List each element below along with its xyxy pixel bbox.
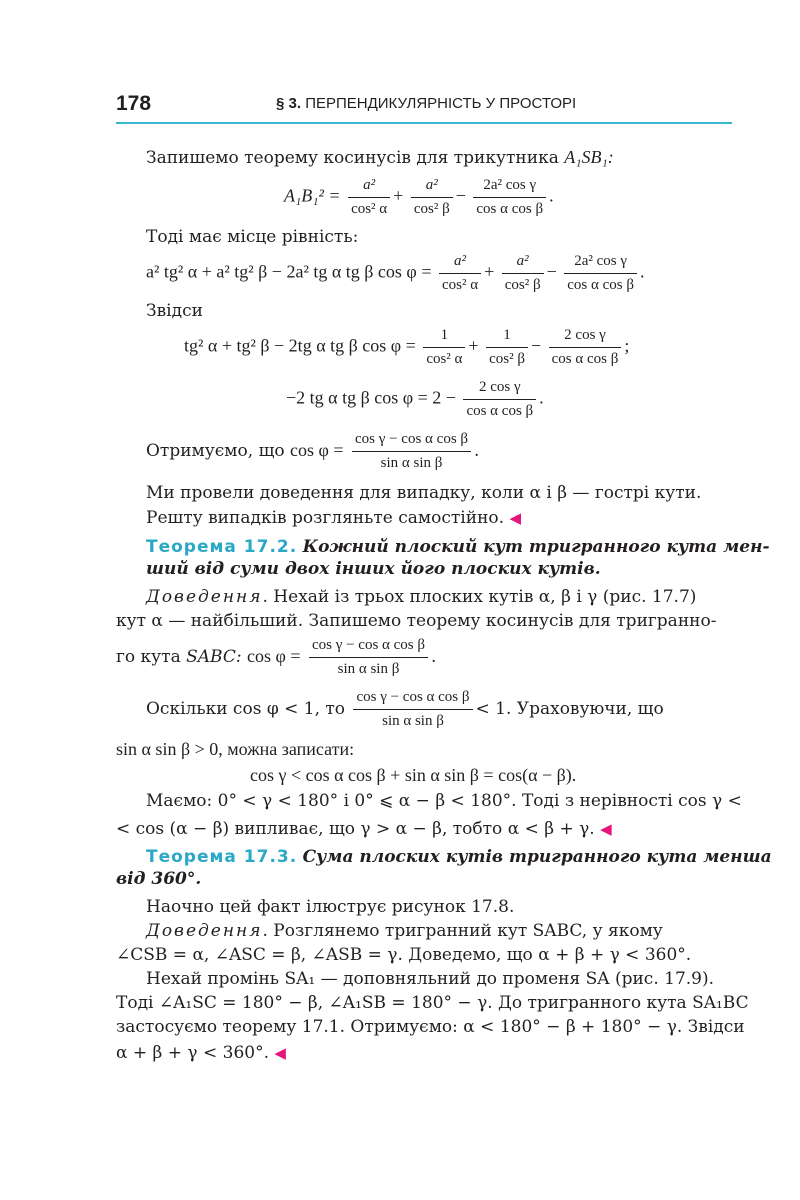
paragraph-acute-case-1: Ми провели доведення для випадку, коли α і β — гострі кути.: [146, 483, 702, 503]
theorem-17-3-line-2: від 360°.: [116, 869, 202, 889]
proof-2-equation: cos γ < cos α cos β + sin α sin β = cos(α − β).: [250, 765, 577, 785]
proof-3-line-5: застосуємо теорему 17.1. Отримуємо: α < 180° − β + 180° − γ. Звідси: [116, 1017, 745, 1037]
equation-3: tg² α + tg² β − 2tg α tg β cos φ = $\frac{1}{\text{cos² α}}$ + $\frac{1}{\text{cos² β}}$ − $\frac{\text{2 cos γ}}{\text{cos α cos β}}$ ;: [184, 327, 630, 367]
eq2-frac-1: $\frac{\text{a²}}{\text{cos² α}}$: [439, 252, 481, 295]
eq1-frac-1: $\frac{\text{a²}}{\text{cos² α}}$: [348, 176, 390, 219]
text: . Нехай із трьох плоских кутів α, β і γ (рис. 17.7): [262, 587, 697, 607]
section-mark: § 3.: [276, 95, 302, 112]
equation-2: a² tg² α + a² tg² β − 2a² tg α tg β cos φ = $\frac{\text{a²}}{\text{cos² α}}$ + $\frac{\text{a²}}{\text{cos² β}}$ − $\frac{\text{2a² cos γ}}{\text{cos α cos β}}$ .: [146, 253, 645, 293]
eq3-frac-3: $\frac{\text{2 cos γ}}{\text{cos α cos β}}$: [549, 326, 622, 369]
eq-lhs: cos φ =: [290, 440, 344, 460]
equation-1: A₁B₁² = $\frac{\text{a²}}{\text{cos² α}}$ + $\frac{\text{a²}}{\text{cos² β}}$ − $\frac{\text{2a² cos γ}}{\text{cos α cos β}}$ .: [284, 177, 554, 217]
text: < 1. Ураховуючи, що: [475, 699, 664, 719]
page-header: [116, 92, 732, 124]
proof-2-line-6: Маємо: 0° < γ < 180° і 0° ⩽ α − β < 180°. Тоді з нерівності cos γ <: [146, 791, 742, 811]
text: Отримуємо, що: [146, 441, 285, 461]
text: < cos (α − β) випливає, що γ > α − β, тобто α < β + γ.: [116, 819, 595, 839]
theorem-text: Сума плоских кутів тригранного кута менша: [302, 847, 772, 867]
theorem-label: Теорема 17.2.: [146, 537, 298, 557]
eq4-frac: $\frac{\text{2 cos γ}}{\text{cos α cos β}}$: [463, 378, 536, 421]
end-of-proof-icon: ◀: [274, 1044, 286, 1062]
proof-2-line-3: го кута SABC: cos φ = $\frac{\text{cos γ − cos α cos β}}{\text{sin α sin β}}$ .: [116, 637, 437, 677]
eq-lhs: cos φ =: [247, 646, 301, 666]
paragraph-hence: Звідси: [146, 301, 203, 321]
text: Оскільки cos φ < 1, то: [146, 699, 346, 719]
theorem-17-2-line-1: [146, 536, 770, 558]
text: α + β + γ < 360°.: [116, 1043, 269, 1063]
proof-3-line-1: [146, 920, 663, 942]
eq3-frac-2: $\frac{1}{\text{cos² β}}$: [486, 326, 528, 369]
proof-2-frac-2: $\frac{\text{cos γ − cos α cos β}}{\text{sin α sin β}}$: [353, 688, 472, 731]
proof-2-line-5: sin α sin β > 0, можна записати:: [116, 739, 355, 759]
end-of-proof-icon: ◀: [509, 509, 521, 527]
paragraph-cosine-theorem: [146, 146, 614, 169]
page-number: 178: [116, 92, 152, 115]
paragraph-equality: Тоді має місце рівність:: [146, 227, 359, 247]
paragraph-acute-case-2: [146, 507, 521, 529]
proof-word: Доведення: [146, 921, 263, 941]
theorem-label: Теорема 17.3.: [146, 847, 298, 867]
proof-2-line-4: [146, 688, 664, 731]
section-title-text: ПЕРПЕНДИКУЛЯРНІСТЬ У ПРОСТОРІ: [305, 95, 577, 112]
proof-3-line-6: [116, 1042, 286, 1064]
proof-2-frac-1: $\frac{\text{cos γ − cos α cos β}}{\text{sin α sin β}}$: [309, 636, 428, 679]
text: Запишемо теорему косинусів для трикутника: [146, 148, 559, 168]
eq2-frac-2: $\frac{\text{a²}}{\text{cos² β}}$: [502, 252, 544, 295]
text: го кута: [116, 647, 181, 667]
eq4-lhs: −2 tg α tg β cos φ = 2 −: [286, 387, 456, 408]
header-rule: [116, 122, 732, 124]
paragraph-obtain: Отримуємо, що cos φ = $\frac{\text{cos γ − cos α cos β}}{\text{sin α sin β}}$ .: [146, 431, 480, 471]
proof-word: Доведення: [146, 587, 263, 607]
proof-2-line-2: кут α — найбільший. Запишемо теорему косинусів для тригранно-: [116, 611, 717, 631]
eq2-lhs: a² tg² α + a² tg² β − 2a² tg α tg β cos φ =: [146, 261, 432, 282]
paragraph-figure-illustration: Наочно цей факт ілюструє рисунок 17.8.: [146, 897, 515, 917]
eq1-frac-2: $\frac{\text{a²}}{\text{cos² β}}$: [411, 176, 453, 219]
end-of-proof-icon: ◀: [600, 820, 612, 838]
proof-3-line-2: ∠CSB = α, ∠ASC = β, ∠ASB = γ. Доведемо, що α + β + γ < 360°.: [116, 945, 692, 965]
section-title: [276, 95, 576, 112]
theorem-17-3-line-1: [146, 846, 772, 868]
proof-3-line-4: Тоді ∠A₁SC = 180° − β, ∠A₁SB = 180° − γ. До тригранного кута SA₁BC: [116, 993, 749, 1013]
eq3-frac-1: $\frac{1}{\text{cos² α}}$: [423, 326, 465, 369]
eq1-frac-3: $\frac{\text{2a² cos γ}}{\text{cos α cos β}}$: [473, 176, 546, 219]
proof-2-line-1: [146, 586, 696, 608]
eq3-lhs: tg² α + tg² β − 2tg α tg β cos φ =: [184, 335, 416, 356]
triangle-label: A₁SB₁:: [564, 147, 614, 167]
obtain-frac: $\frac{\text{cos γ − cos α cos β}}{\text{sin α sin β}}$: [352, 430, 471, 473]
text: Решту випадків розгляньте самостійно.: [146, 508, 505, 528]
text: . Розглянемо тригранний кут SABC, у якому: [262, 921, 663, 941]
equation-4: −2 tg α tg β cos φ = 2 − $\frac{\text{2 cos γ}}{\text{cos α cos β}}$ .: [286, 379, 544, 419]
theorem-17-2-line-2: ший від суми двох інших його плоских кутів.: [146, 559, 601, 579]
proof-2-line-7: [116, 818, 612, 840]
angle-label: SABC:: [186, 647, 242, 667]
proof-3-line-3: Нехай промінь SA₁ — доповняльний до променя SA (рис. 17.9).: [146, 969, 715, 989]
eq1-lhs: A₁B₁² =: [284, 185, 341, 206]
theorem-text: Кожний плоский кут тригранного кута мен-: [302, 537, 770, 557]
eq2-frac-3: $\frac{\text{2a² cos γ}}{\text{cos α cos β}}$: [564, 252, 637, 295]
